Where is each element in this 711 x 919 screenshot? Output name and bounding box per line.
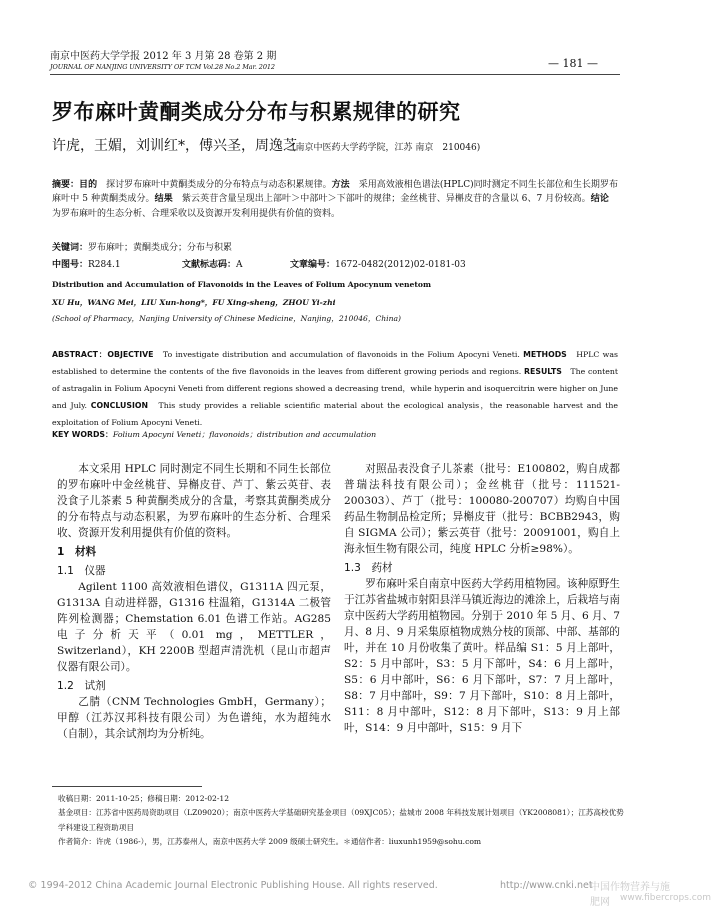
footnote-fund: 基金项目：江苏省中医药局资助项目（LZ09020）；南京中医药大学基础研究基金项目（09XJC05）；盐城市 2008 年科技发展计划项目（YK2008081）；江苏高校优势学科建设工程资助项目: [58, 808, 624, 832]
abstract-result-text: 紫云英苷含量呈现出上部叶＞中部叶＞下部叶的规律；金丝桃苷、异槲皮苷的含量以 6、7 月份较高。: [172, 194, 591, 205]
copyright-text: © 1994-2012 China Academic Journal Electronic Publishing House. All rights reserved.: [28, 880, 438, 891]
abstract-objective-label: 摘要：目的: [52, 180, 98, 190]
reagents-paragraph: 乙腈（CNM Technologies GmbH，Germany）；甲醇（江苏汉邦科技有限公司）为色谱纯，水为超纯水（自制），其余试剂均为分析纯。: [57, 696, 331, 740]
en-conclusion-label: CONCLUSION: [90, 401, 149, 410]
clc-value: R284.1: [88, 260, 121, 270]
keywords-cn: [52, 242, 232, 255]
paper-title: 罗布麻叶黄酮类成分分布与积累规律的研究: [52, 100, 461, 124]
english-abstract: [52, 346, 618, 431]
doc-code-label: 文献标志码：: [182, 260, 237, 270]
instruments-paragraph: Agilent 1100 高效液相色谱仪，G1311A 四元泵，G1313A 自动进样器，G1316 柱温箱，G1314A 二极管阵列检测器；Chemstation 6.01 色谱工作站。AG285 电子分析天平（0.01 mg，METTLER，Switzerland），KH 2200B 型超声清洗机（昆山市超声仪器有限公司）。: [57, 581, 331, 673]
journal-name-en: JOURNAL OF NANJING UNIVERSITY OF TCM Vol.28 No.2 Mar. 2012: [50, 63, 275, 71]
en-keywords-label: KEY WORDS：: [52, 430, 113, 439]
en-results: The content of astragalin in Folium Apocyni Veneti from different regions showed a decreasing trend，while hyperin and isoquercitrin were higher on June and July.: [52, 367, 618, 410]
en-methods: HPLC was established to determine the contents of the five flavonoids in the leaves from different growing periods and regions.: [52, 350, 618, 376]
en-results-label: RESULTS: [524, 367, 562, 376]
journal-name-cn: 南京中医药大学学报 2012 年 3 月第 28 卷第 2 期: [50, 51, 277, 62]
en-conclusion: This study provides a reliable scientific material about the ecological analysis，the reasonable harvest and the exploitation of Folium Apocyni Veneti.: [52, 401, 618, 427]
reagents-continued-paragraph: 对照品表没食子儿茶素（批号：E100802，购自成都普瑞法科技有限公司）；金丝桃苷（批号：111521-200303）、芦丁（批号：100080-200707）均购自中国药品生物制品检定所；异槲皮苷（批号：BCBB2943，购自 SIGMA 公司）；紫云英苷（批号：20091001，购自上海永恒生物有限公司，纯度 HPLC 分析≥98%）。: [344, 463, 620, 555]
page-number: — 181 —: [548, 57, 598, 70]
article-no-value: 1672-0482(2012)02-0181-03: [335, 260, 466, 270]
abstract-result-label: 结果: [154, 194, 173, 205]
cnki-link[interactable]: http://www.cnki.net: [500, 880, 593, 891]
section-heading-materials: 1 材料: [57, 546, 97, 558]
footnotes: [58, 792, 624, 850]
subsection-heading-reagents: 1.2 试剂: [57, 680, 106, 692]
affiliation: (南京中医药大学药学院，江苏 南京 210046): [292, 143, 481, 153]
watermark-en: www.fibercrops.com: [620, 893, 711, 903]
clc-label: 中图号：: [52, 260, 89, 270]
body-column-left: [57, 461, 331, 742]
footnote-dates: 收稿日期：2011-10-25；修稿日期：2012-02-12: [58, 794, 230, 803]
en-objective: To investigate distribution and accumulation of flavonoids in the Folium Apocyni Veneti.: [153, 350, 520, 359]
herbs-paragraph: 罗布麻叶采自南京中医药大学药用植物园。该种原野生于江苏省盐城市射阳县洋马镇近海边的滩涂上，后栽培与南京中医药大学药用植物园。分别于 2010 年 5 月、6 月、7 月、8 月、9 月采集原植物成熟分枝的顶部、中部、基部的叶，并在 10 月份收集了黄叶。样品编 S1：5 月上部叶，S2：5 月中部叶，S3：5 月下部叶，S4：6 月上部叶，S5：6 月中部叶，S6：6 月下部叶，S7：7 月上部叶，S8：7 月中部叶，S9：7 月下部叶，S10：8 月上部叶，S11：8 月中部叶，S12：8 月下部叶，S13：9 月上部叶，S14：9 月中部叶，S15：9 月下: [344, 578, 620, 734]
doc-code-value: A: [236, 260, 243, 270]
english-title: Distribution and Accumulation of Flavonoids in the Leaves of Folium Apocynum venetom: [52, 280, 431, 289]
keywords-cn-label: 关键词：: [52, 243, 89, 253]
authors: 许虎，王媚，刘训红*，傅兴圣，周逸芝: [52, 138, 297, 154]
en-keywords: Folium Apocyni Veneti；flavonoids；distribution and accumulation: [112, 430, 377, 439]
watermark-cn: 中国作物营养与施肥网: [590, 882, 670, 908]
subsection-heading-herbs: 1.3 药材: [344, 562, 393, 574]
en-methods-label: METHODS: [523, 350, 567, 359]
subsection-heading-instruments: 1.1 仪器: [57, 565, 106, 577]
abstract-cn: [52, 178, 618, 221]
footnote-author-bio: 作者简介：许虎（1986-），男，江苏泰州人，南京中医药大学 2009 级硕士研究生。＊通信作者：liuxunh1959@sohu.com: [58, 837, 482, 847]
keywords-cn-text: 罗布麻叶；黄酮类成分；分布与积累: [88, 243, 233, 253]
en-abstract-label: ABSTRACT：OBJECTIVE: [52, 350, 154, 359]
english-keywords: [52, 429, 618, 440]
classification-line: [52, 257, 632, 270]
abstract-method-label: 方法: [331, 180, 350, 190]
abstract-conclusion-text: 为罗布麻叶的生态分析、合理采收以及资源开发利用提供有价值的资料。: [52, 194, 618, 219]
header-rule: [50, 74, 620, 75]
abstract-conclusion-label: 结论: [590, 194, 609, 205]
english-authors: XU Hu，WANG Mei，LIU Xun-hong*，FU Xing-sheng，ZHOU Yi-zhi: [52, 298, 336, 307]
english-affiliation: (School of Pharmacy，Nanjing University of Chinese Medicine，Nanjing，210046，China): [52, 314, 401, 323]
abstract-method-text: 采用高效液相色谱法(HPLC)同时测定不同生长部位和生长期罗布麻叶中 5 种黄酮类成分。: [52, 180, 618, 205]
body-column-right: [344, 461, 620, 736]
abstract-objective-text: 探讨罗布麻叶中黄酮类成分的分布特点与动态积累规律。: [97, 180, 332, 190]
footnote-rule: [52, 786, 202, 787]
article-no-label: 文章编号：: [290, 260, 336, 270]
intro-paragraph: 本文采用 HPLC 同时测定不同生长期和不同生长部位的罗布麻叶中金丝桃苷、异槲皮苷、芦丁、紫云英苷、表没食子儿茶素 5 种黄酮类成分的含量，考察其黄酮类成分的分布特点与动态积累，为罗布麻叶的生态分析、合理采收、资源开发利用提供有价值的资料。: [57, 463, 331, 539]
